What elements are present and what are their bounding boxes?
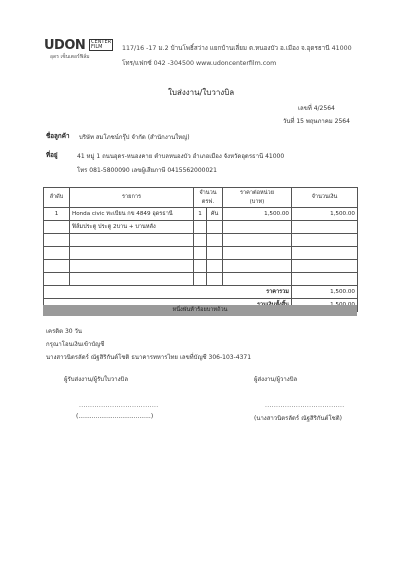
- row-unit: คัน: [207, 208, 223, 221]
- row-no: 1: [44, 208, 70, 221]
- row-item: Honda civic ทะเบียน กข 4849 อุดรธานี: [70, 208, 194, 221]
- table-header-row: [44, 188, 358, 208]
- subtotal-row: [44, 286, 358, 299]
- sender-signature-line: ....................................: [265, 402, 345, 409]
- receiver-signature-title: ผู้รับส่งงาน/ผู้รับใบวางบิล: [64, 376, 128, 383]
- row-qty: 1: [194, 208, 207, 221]
- transfer-note: กรุณาโอนเงินเข้าบัญชี: [46, 341, 105, 348]
- table-row: [44, 208, 358, 221]
- sender-signature-title: ผู้ส่งงาน/ผู้วางบิล: [254, 376, 298, 383]
- customer-address: 41 หมู่ 1 ถนนอุดร-หนองคาย ตำบลหนองบัว อำเภอเมือง จังหวัดอุดรธานี 41000: [77, 153, 285, 160]
- credit-note: เครดิต 30 วัน: [46, 328, 82, 335]
- table-row-empty: [44, 247, 358, 260]
- receiver-signature-line: ....................................: [79, 402, 159, 409]
- subtotal-value: 1,500.00: [292, 286, 358, 299]
- customer-name-label: ชื่อลูกค้า: [46, 133, 70, 140]
- document-title: ใบส่งงาน/ใบวางบิล: [168, 88, 235, 97]
- company-contact: โทร/แฟกซ์ 042 -304500 www.udoncenterfilm.com: [122, 60, 277, 67]
- logo-wordmark: UDON: [44, 38, 86, 53]
- receiver-name: (......................................): [76, 413, 154, 420]
- header-unit-price: ราคาต่อหน่วย (บาท): [223, 188, 292, 208]
- header-item: รายการ: [70, 188, 194, 208]
- amount-in-words: หนึ่งพันห้าร้อยบาทถ้วน: [43, 305, 357, 316]
- table-row: [44, 221, 358, 234]
- header-qty: จำนวน ตรฟ.: [194, 188, 223, 208]
- sender-name: (นางสาวนิตรลัดร์ ณัฐสิริกันต์โชติ): [254, 415, 342, 422]
- logo-tagline: อุดร เซ็นเตอร์ฟิล์ม: [50, 54, 90, 60]
- table-row-empty: [44, 260, 358, 273]
- row-item: ฟิล์มประตู ประตู 2บาน + บานหลัง: [70, 221, 194, 234]
- customer-name: บริษัท สมโภชน์กรุ๊ป จำกัด (สำนักงานใหญ่): [79, 134, 190, 141]
- table-row-empty: [44, 234, 358, 247]
- row-amount: 1,500.00: [292, 208, 358, 221]
- items-table: [43, 187, 358, 312]
- company-address: 117/16 -17 ม.2 บ้านโพธิ์สว่าง แยกบ้านเลี่ยม ต.หนองบัว อ.เมือง จ.อุดรธานี 41000: [122, 45, 352, 52]
- header-no: ลำดับ: [44, 188, 70, 208]
- row-price: 1,500.00: [223, 208, 292, 221]
- company-logo: [44, 38, 112, 60]
- logo-badge: CENTER FILM: [91, 39, 112, 50]
- table-row-empty: [44, 273, 358, 286]
- document-date: วันที่ 15 พฤษภาคม 2564: [283, 118, 350, 125]
- bank-account: นางสาวนิตรลัดร์ ณัฐสิริกันต์โชติ ธนาคารทหารไทย เลขที่บัญชี 306-103-4371: [46, 354, 252, 361]
- subtotal-label: ราคารวม: [44, 286, 292, 299]
- header-amount: จำนวนเงิน: [292, 188, 358, 208]
- customer-address-label: ที่อยู่: [46, 152, 58, 159]
- customer-phone-tax: โทร 081-5800090 เลขผู้เสียภาษี 0415562000021: [77, 167, 217, 174]
- document-number: เลขที่ 4/2564: [298, 105, 335, 112]
